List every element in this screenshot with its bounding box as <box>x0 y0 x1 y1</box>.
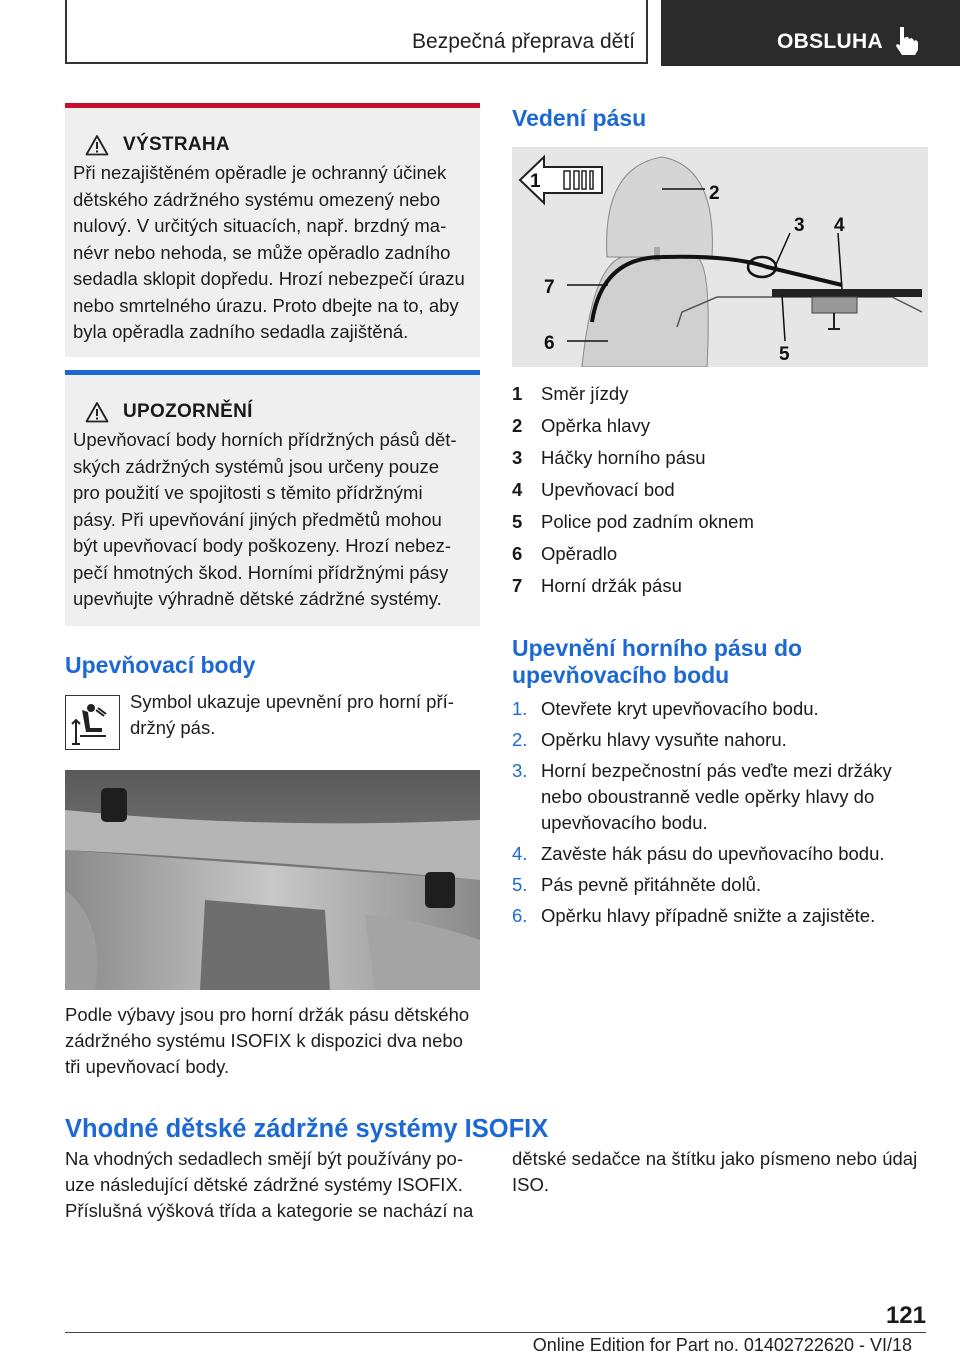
warning-text: Při nezajištěném opěradle je ochranný účinek dětského zádržného systému omezený nebo nulový. V určitých situacích, např. brzdný ma- névr nebo nehoda, se může opěradlo zadního sedadla sklopit dopředu. Hrozí nebezpečí úrazu nebo smrtelného úrazu. Proto dbejte na to, aby byla opěradla zadního sedadla zajištěná. <box>73 162 465 342</box>
step-item: 2. Opěrku hlavy vysuňte nahoru. <box>512 729 787 750</box>
diagram-legend <box>512 378 932 602</box>
warning-triangle-icon <box>85 134 109 156</box>
legend-item: 3 Háčky horního pásu <box>512 447 706 468</box>
edition-text: Online Edition for Part no. 01402722620 - VI/18 <box>532 1335 912 1355</box>
routing-heading: Vedení pásu <box>512 105 647 131</box>
legend-item: 4 Upevňovací bod <box>512 479 675 500</box>
isofix-text-col2: dětské sedačce na štítku jako písmeno nebo údaj ISO. <box>512 1148 918 1195</box>
diagram-label-2: 2 <box>709 183 720 204</box>
child-seat-anchor-icon <box>65 695 120 750</box>
diagram-label-5: 5 <box>779 344 790 365</box>
rear-shelf-photo <box>65 770 480 990</box>
anchor-caption: Podle výbavy jsou pro horní držák pásu dětského zádržného systému ISOFIX k dispozici dva nebo tři upevňovací body. <box>65 1004 470 1077</box>
symbol-description: Symbol ukazuje upevnění pro horní pří- držný pás. <box>130 691 454 738</box>
attach-heading: Upevnění horního pásu do upevňovacího bodu <box>512 635 803 688</box>
legend-item: 5 Police pod zadním oknem <box>512 511 754 532</box>
step-item: 4. Zavěste hák pásu do upevňovacího bodu. <box>512 843 885 864</box>
step-item: 6. Opěrku hlavy případně snižte a zajistěte. <box>512 905 876 926</box>
step-item: 1. Otevřete kryt upevňovacího bodu. <box>512 698 819 719</box>
warning-header <box>75 134 472 156</box>
belt-routing-diagram <box>512 147 928 367</box>
warning-box <box>65 103 480 357</box>
footer-divider <box>65 1332 926 1333</box>
notice-header <box>75 401 472 423</box>
notice-label: UPOZORNĚNÍ <box>123 401 253 422</box>
diagram-label-1: 1 <box>530 171 541 192</box>
notice-box <box>65 370 480 626</box>
page-number: 121 <box>885 1302 926 1329</box>
legend-item: 1 Směr jízdy <box>512 383 629 404</box>
attach-steps <box>512 696 932 934</box>
diagram-label-7: 7 <box>544 277 555 298</box>
step-item: 5. Pás pevně přitáhněte dolů. <box>512 874 762 895</box>
warning-label: VÝSTRAHA <box>123 134 230 155</box>
notice-text: Upevňovací body horních přídržných pásů dět- ských zádržných systémů jsou určeny pouze pro použití ve spojitosti s těmito přídržnými pásy. Při upevňování jiných předmětů mohou být upevňovací body poškozeny. Hrozí nebez- pečí hmotných škod. Horními přídržnými pásy upevňujte výhradně dětské zádržné systémy. <box>73 429 457 609</box>
isofix-heading: Vhodné dětské zádržné systémy ISOFIX <box>65 1115 549 1143</box>
step-item: 3. Horní bezpečnostní pás veďte mezi držáky nebo oboustranně vedle opěrky hlavy do upevňovacího bodu. <box>512 760 892 833</box>
legend-item: 6 Opěradlo <box>512 543 618 564</box>
isofix-text-col1: Na vhodných sedadlech smějí být používány po- uze následující dětské zádržné systémy ISOFIX. Příslušná výšková třída a kategorie se nachází na <box>65 1148 474 1221</box>
legend-item: 7 Horní držák pásu <box>512 575 682 596</box>
legend-item: 2 Opěrka hlavy <box>512 415 650 436</box>
diagram-label-6: 6 <box>544 333 555 354</box>
chapter-label: OBSLUHA <box>777 30 883 53</box>
hand-pointer-icon <box>891 24 921 56</box>
notice-triangle-icon <box>85 401 109 423</box>
diagram-label-4: 4 <box>834 215 845 236</box>
anchor-heading: Upevňovací body <box>65 652 256 678</box>
section-title: Bezpečná přeprava dětí <box>412 30 635 53</box>
diagram-label-3: 3 <box>794 215 805 236</box>
